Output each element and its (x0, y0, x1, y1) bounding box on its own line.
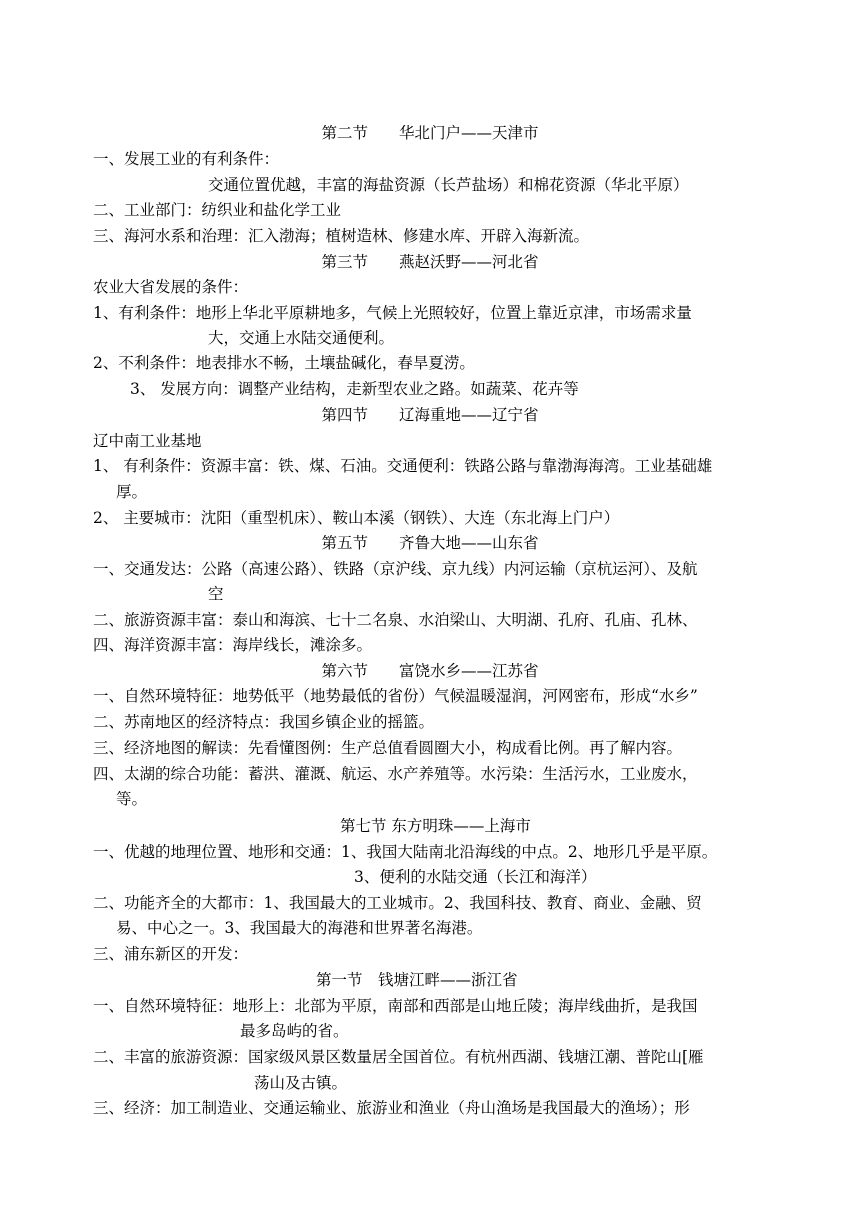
text-line: 3、便利的水陆交通（长江和海洋） (354, 868, 597, 886)
text-line: 2、不利条件：地表排水不畅，土壤盐碱化，春旱夏涝。 (93, 354, 475, 372)
text-line: 交通位置优越，丰富的海盐资源（长芦盐场）和棉花资源（华北平原） (208, 176, 689, 194)
text-line: 最多岛屿的省。 (240, 1022, 349, 1040)
text-line: 一、自然环境特征：地势低平（地势最低的省份）气候温暖湿润，河网密布，形成“水乡” (93, 687, 698, 705)
text-line: 四、太湖的综合功能：蓄洪、灌溉、航运、水产养殖等。水污染：生活污水，工业废水， (93, 765, 698, 783)
text-line: 辽中南工业基地 (93, 432, 202, 450)
text-line: 一、优越的地理位置、地形和交通：1、我国大陆南北沿海线的中点。2、地形几乎是平原。 (93, 843, 718, 861)
section-heading-hebei: 第三节 燕赵沃野——河北省 (321, 253, 539, 271)
text-line: 一、交通发达：公路（高速公路）、铁路（京沪线、京九线）内河运输（京杭运河）、及航 (93, 560, 698, 578)
section-heading-zhejiang: 第一节 钱塘江畔——浙江省 (316, 971, 518, 989)
text-line: 一、发展工业的有利条件： (93, 150, 280, 168)
text-line: 荡山及古镇。 (254, 1074, 348, 1092)
text-line: 大，交通上水陆交通便利。 (208, 329, 395, 347)
text-line: 二、苏南地区的经济特点：我国乡镇企业的摇篮。 (93, 713, 435, 731)
text-line: 二、丰富的旅游资源：国家级风景区数量居全国首位。有杭州西湖、钱塘江潮、普陀山[雁 (93, 1048, 704, 1066)
text-line: 三、浦东新区的开发： (93, 945, 249, 963)
section-heading-tianjin: 第二节 华北门户——天津市 (321, 124, 539, 142)
section-heading-liaoning: 第四节 辽海重地——辽宁省 (321, 406, 539, 424)
text-line: 厚。 (116, 483, 148, 501)
text-line: 三、经济：加工制造业、交通运输业、旅游业和渔业（舟山渔场是我国最大的渔场）；形 (93, 1099, 690, 1117)
text-line: 三、海河水系和治理：汇入渤海；植树造林、修建水库、开辟入海新流。 (93, 227, 590, 245)
text-line: 二、工业部门：纺织业和盐化学工业 (93, 201, 342, 219)
text-line: 2、 主要城市：沈阳（重型机床）、鞍山本溪（钢铁）、大连（东北海上门户） (93, 509, 620, 527)
text-line: 四、海洋资源丰富：海岸线长，滩涂多。 (93, 636, 373, 654)
text-line: 农业大省发展的条件： (93, 278, 249, 296)
section-heading-shanghai: 第七节 东方明珠——上海市 (340, 817, 531, 835)
text-line: 易、中心之一。3、我国最大的海港和世界著名海港。 (116, 919, 483, 937)
text-line: 二、旅游资源丰富：泰山和海滨、七十二名泉、水泊梁山、大明湖、孔府、孔庙、孔林、 (93, 611, 698, 629)
text-line: 一、自然环境特征：地形上：北部为平原，南部和西部是山地丘陵；海岸线曲折，是我国 (93, 997, 698, 1015)
section-heading-shandong: 第五节 齐鲁大地——山东省 (321, 534, 539, 552)
text-line: 三、经济地图的解读：先看懂图例：生产总值看圆圈大小，构成看比例。再了解内容。 (93, 739, 683, 757)
section-heading-jiangsu: 第六节 富饶水乡——江苏省 (321, 662, 539, 680)
text-line: 二、功能齐全的大都市：1、我国最大的工业城市。2、我国科技、教育、商业、金融、贸 (93, 894, 702, 912)
text-line: 等。 (116, 790, 148, 808)
text-line: 空 (208, 585, 224, 603)
text-line: 1、有利条件：地形上华北平原耕地多，气候上光照较好，位置上靠近京津，市场需求量 (93, 304, 692, 322)
text-line: 3、 发展方向：调整产业结构，走新型农业之路。如蔬菜、花卉等 (130, 380, 579, 398)
text-line: 1、 有利条件：资源丰富：铁、煤、石油。交通便利：铁路公路与靠渤海海湾。工业基础雄 (93, 457, 713, 475)
